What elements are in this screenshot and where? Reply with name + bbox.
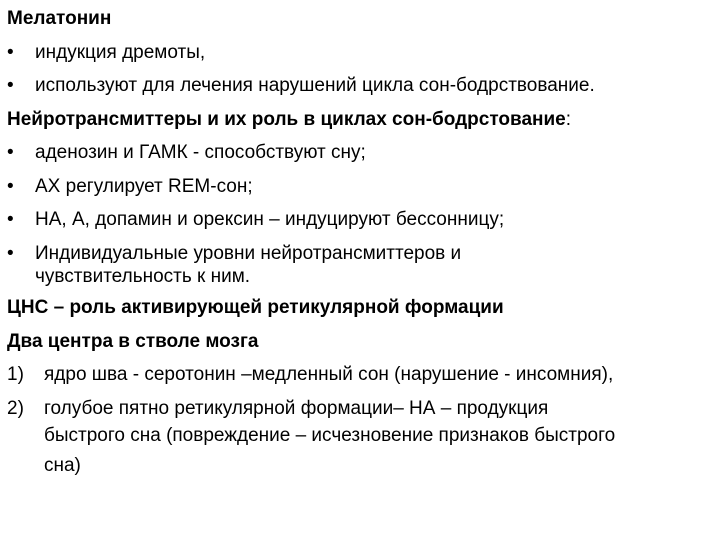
- melatonin-item: [7, 36, 715, 70]
- neurotransmitter-item: [7, 170, 715, 204]
- melatonin-item: [7, 69, 715, 103]
- neurotransmitter-item: [7, 237, 715, 292]
- brainstem-center-item: [7, 358, 715, 392]
- neurotransmitter-item: [7, 203, 715, 237]
- bullet-marker: •: [7, 242, 14, 264]
- neurotransmitters-heading-text: Нейротрансмиттеры и их роль в циклах сон-бодрстование: [7, 108, 566, 130]
- brainstem-center-line1: голубое пятно ретикулярной формации– НА – продукция: [44, 397, 549, 419]
- melatonin-item-text: используют для лечения нарушений цикла сон-бодрствование.: [35, 75, 595, 96]
- neurotransmitter-item-text: аденозин и ГАМК - способствуют сну;: [35, 142, 366, 163]
- neurotransmitter-item-text: НА, А, допамин и орексин – индуцируют бессонницу;: [35, 209, 505, 230]
- neurotransmitter-item: [7, 136, 715, 170]
- neurotransmitter-item-text: АХ регулирует REM-сон;: [35, 175, 253, 197]
- brainstem-center-line2: быстрого сна (повреждение – исчезновение признаков быстрого: [44, 425, 616, 446]
- brainstem-center-text: ядро шва - серотонин –медленный сон (нарушение - инсомния),: [44, 364, 614, 385]
- neurotransmitters-heading-colon: :: [565, 108, 572, 130]
- item-number: 1): [7, 364, 24, 385]
- melatonin-item-text: индукция дремоты,: [35, 41, 206, 63]
- slide-content: [7, 2, 715, 481]
- bullet-marker: •: [7, 142, 14, 163]
- melatonin-title: Мелатонин: [7, 8, 112, 29]
- item-number: 2): [7, 397, 24, 419]
- bullet-marker: •: [7, 41, 14, 63]
- brainstem-center-item: [7, 392, 715, 482]
- cns-heading: ЦНС – роль активирующей ретикулярной формации: [7, 297, 504, 318]
- bullet-marker: •: [7, 175, 14, 197]
- bullet-marker: •: [7, 75, 14, 96]
- brainstem-centers-heading: Два центра в стволе мозга: [7, 330, 259, 352]
- bullet-marker: •: [7, 209, 14, 230]
- neurotransmitters-heading: [7, 103, 715, 137]
- neurotransmitter-item-line2: чувствительность к ним.: [35, 266, 251, 287]
- neurotransmitter-item-line1: Индивидуальные уровни нейротрансмиттеров и: [35, 242, 462, 264]
- brainstem-center-line3: сна): [44, 455, 81, 476]
